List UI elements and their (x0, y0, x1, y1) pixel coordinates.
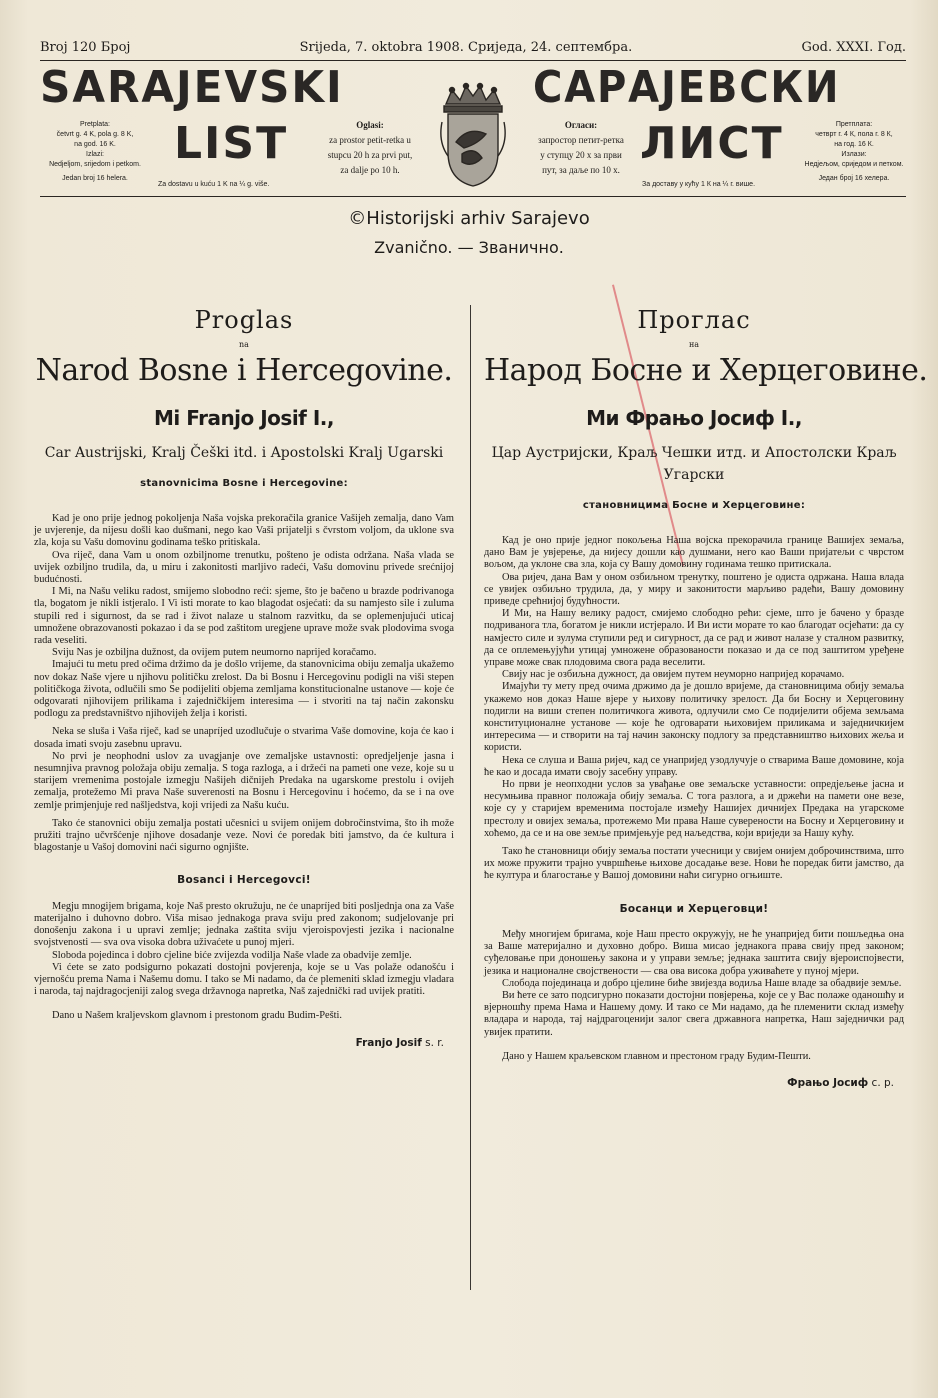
preposition-label: на (688, 340, 700, 349)
paragraph: Међу многијем бригама, које Наш престо окружују, не ће унапријед бити пошљедња она за Ваше материјално и духовно добро. Виша мисао једнакога права свију пред законом; суђеловање при доношењу закона и у управи земље; једнака заштита свију вјероиспојвести, језика и националне својствености — сва ова висока добра уживаћете у пуној мјери. (484, 928, 904, 977)
paragraph: I Mi, na Našu veliku radost, smijemo slobodno reći: sjeme, što je bačeno u brazde podrivanoga tla, bogatom je nikli istjeralo. I Vi isti morate to kao blagodat osjećati: da su namjesto sile i zuluma stupili red i sigurnost, da se rad i život nalaze u stalnom razvitku, da se oplemenjujući uticaj umnožene obrazovanosti pokazao i da se pod zaštitom uregjene uprave može svak plodovima svoga rada veseliti. (34, 586, 454, 647)
issue-line (40, 40, 906, 58)
emperor-name: Ми Фрањо Јосиф I., (586, 406, 802, 430)
section-heading: Босанци и Херцеговци! (619, 902, 769, 915)
preposition-label: na (239, 340, 249, 349)
paragraph: Neka se sluša i Vaša riječ, kad se unapríjed uzodlučuje o stvarima Vaše domovine, koja će kao i dosada imati svoju zasebnu upravu. (34, 726, 454, 750)
masthead-list-cyrillic: ЛИСТ (640, 118, 784, 169)
paragraph: Нека се слуша и Ваша ријеч, кад се унапријед узодлучује о стварима Ваше домовине, која ће као и досада имати своју засебну управу. (484, 754, 904, 778)
address-line: становницима Босне и Херцеговине: (582, 500, 806, 511)
paragraph: Имајући ту мету пред очима држимо да је дошло вријеме, да становницима обију земаља укажемо нов доказ Наше вјере у њихову политичку зрелост. Да би Босну и Херцеговину подигли на виши степен политичкога живота, одлучили смо Се подијелити објема земљама конституционалне установе — које ће одговарати њиховијем приликама и заједничкијем интересима — и створити на тај начин законску подлогу за представништво њихових жеља и користи. (484, 681, 904, 754)
header-rule-bottom (40, 196, 906, 197)
subscription-info-cyrillic: Претплата: четврт г. 4 К, пола г. 8 К, на год. 16 К. Излази: Недјељом, сриједом и петком. Један број 16 хелера. (804, 121, 904, 182)
paragraph: Но први је неопходни услов за увађање ове земаљске уставности: опредјељење јасна и несумњива правног положаја обију земаља. С тога разлога, а и држећи на памети оне везе, које су у старијем временима постојале између Нашијех дичнијех Предака на угарскоме престолу и овијех земаља, протежемо Ми права Наше суверености на Босну и Херцеговину и хоћемо, да се и на ове земље примјењује ред наљедства, који вриједи за Нашу кућу. (484, 779, 904, 839)
paragraph: Megju mnogijem brigama, koje Naš presto okružuju, ne će unapríjed biti posljednja ona za Vaše materijalno i duhovno dobro. Viša misao jednakoga prava sviju pred zakonom; sudjelovanje pri donošenju zakona i u upravi zemlje; jednaka zaštita sviju vjeroispovjesti jezika i nacionalne svojstvenosti — sva ova visoka dobra uživaćete u punoj mjeri. (34, 900, 454, 949)
paragraph: Vi ćete se zato podsigurno pokazati dostojni povjerenja, koje se u Vas polaže odanošću i vjernošću prema Nama i Našemu domu. I tako se Mi nadamo, da će plemeniti sklad izmegju vladara i naroda, taj najdragocjeniji zalog svega državnoga napretka, Naš zajednički rad uvijek pratiti. (34, 961, 454, 998)
paragraph: Imajući tu metu pred očima držimo da je došlo vrijeme, da stanovnicima obiju zemalja ukažemo nov dokaz Naše vjere u njihovu političku zrelost. Da bi Bosnu i Hercegovinu podigli na viši stepen političkoga života, odlučili smo Se podijeliti objema zemljama konstitucionalne ustanove — koje će odgovarati njihovijem prilikama i zajedničkijem interesima — i stvoriti na taj način zakonsku podlogu za predstavništvo njihovijeh želja i koristi. (34, 659, 454, 720)
header-rule-top (40, 60, 906, 61)
masthead-list-latin: LIST (174, 118, 289, 169)
paragraph: Кад је оно прије једног покољења Наша војска прекорачила границе Вашијех земаља, дано Вам је увјерење, да нијесу дошли као душмани, него као Ваши пријатељи с чврстом вољом, да уклоне сва зла, која су Вашу домовину годинама тешко притискала. (484, 535, 904, 571)
issue-number: Broj 120 Број (40, 40, 131, 55)
column-divider (470, 305, 471, 1290)
signature: Franjo Josif s. r. (355, 1036, 444, 1049)
delivery-note-cyrillic: За доставу у кућу 1 К на ¼ г. више. (642, 181, 756, 188)
paragraph: Sloboda pojedinca i dobro cjeline biće zvijezda vodilja Naše vlade za obadvije zemlje. (52, 949, 412, 961)
emperor-titles: Цар Аустријски, Краљ Чешки итд. и Апостолски Краљ Угарски (491, 445, 897, 483)
cyrillic-column (484, 300, 928, 1089)
proclamation-title: Проглас (637, 306, 751, 334)
subscription-info-latin: Pretplata: četvrt g. 4 K, pola g. 8 K, na god. 16 K. Izlazi: Nedjeljom, srijedom i petkom. Jedan broj 16 helera. (49, 121, 141, 182)
proclamation-title: Proglas (194, 306, 294, 334)
coat-of-arms-icon (438, 82, 508, 190)
signature: Фрањо Јосиф с. р. (787, 1076, 894, 1089)
paragraph: Ova riječ, dana Vam u onom ozbiljnome trenutku, pošteno je odista održana. Naša vlada se uvijek ozbiljno trudila, da, u miru i zakonitosti marljivo radeći, Vašu domovinu privede srećnijoj budućnosti. (34, 549, 454, 586)
ads-info-latin: Oglasi: za prostor petit-retka u stupcu 20 h za prvi put, za dalje po 10 h. (327, 120, 413, 175)
paragraph: Слобода појединаца и добро цјелине биће звијезда водиља Наше владе за обадвије земље. (502, 977, 902, 989)
paragraph: Ви ћете се зато подсигурно показати достојни повјерења, које се у Вас полаже оданошћу и вјерношћу према Нама и Нашему дому. И тако се Ми надамо, да ће племенити склад између владара и народа, тај најдрагоценији залог свега државнога напретка, Наш заједнички рад увијек пратити. (484, 989, 904, 1038)
issue-date: Srijeda, 7. oktobra 1908. Сриједа, 24. септембра. (299, 40, 633, 55)
people-heading: Народ Босне и Херцеговине. (484, 353, 928, 388)
paragraph: Kad je ono prije jednog pokoljenja Naša vojska prekoračila granice Vašijeh zemalja, dano Vam je uvjerenje, da nijesu došli kao dušmani, nego kao Vaši prijatelji s čvrstom voljom, da uklone sva zla, koja su Vašu domovinu godinama teško pritiskala. (34, 513, 454, 549)
paragraph: No prvi je neophodni uslov za uvagjanje ove zemaljske ustavnosti: opredjeljenje jasna i nesumnjiva pravnog položaja obiju zemalja. S toga razloga, a i držeći na pameti one veze, koje su u starijem vremenima postojale izmegju Našijeh dičnijeh Predaka na ugarskome prestolu i ovijeh zemalja, protežemo Mi prava Naše suverenosti na Bosnu i Hercegovinu i hoćemo, da se i na ove zemlje primjenjuje red našljedstva, koji vrijedi za Našu kuću. (34, 750, 454, 811)
address-line: stanovnicima Bosne i Hercegovine: (140, 478, 348, 489)
masthead-title-cyrillic: САРАЈЕВСКИ (533, 62, 841, 113)
paragraph: Ова ријеч, дана Вам у оном озбиљном тренутку, поштено је одиста одржана. Наша влада се увијек озбиљно трудила, да, у миру и законитости марљиво радећи, Вашу домовину приведе срећнијој будућности. (484, 571, 904, 608)
emperor-titles: Car Austrijski, Kralj Češki itd. i Apostolski Kralj Ugarski (44, 445, 444, 461)
proclamation-body (484, 535, 904, 1089)
masthead-title-latin: SARAJEVSKI (40, 62, 344, 113)
paragraph: Свију нас је озбиљна дужност, да овијем путем неуморно напријед корачамо. (502, 669, 845, 681)
delivery-note-latin: Za dostavu u kuću 1 K na ¼ g. više. (158, 181, 270, 188)
ads-info-cyrillic: Огласи: запростор петит-ретка у ступцу 20 х за први пут, за даље по 10 х. (538, 120, 624, 175)
people-heading: Narod Bosne i Hercegovine. (35, 353, 453, 388)
section-heading: Bosanci i Hercegovci! (177, 874, 311, 887)
official-label: Zvanično. — Званично. (374, 238, 564, 257)
issue-year: God. XXXI. Год. (801, 40, 906, 55)
emperor-name: Mi Franjo Josif I., (153, 406, 334, 430)
closing-line: Дано у Нашем краљевском главном и престоном граду Будим-Пешти. (502, 1050, 811, 1062)
paragraph: Tako će stanovnici obiju zemalja postati učesnici u svijem onijem dobročinstvima, što ih može pružiti trajno učvršćenje njihove dosadanje veze. Novi će poredak biti jamstvo, da će kultura i blagostanje u Vašoj domovini naći sigurno ognjište. (34, 817, 454, 854)
paragraph: Тако ће становници обију земаља постати учесници у свијем онијем доброчинствима, што их може пружити трајно учвршћење њихове досадање везе. Нови ће поредак бити јамство, да ће култура и благостање у Вашој домовини наћи сигурно огњиште. (484, 846, 904, 882)
paragraph: И Ми, на Нашу велику радост, смијемо слободно рећи: сјеме, што је бачено у бразде подриванога тла, богатом је никли истјерало. И Ви исти морате то као благодат осјећати: да су намјесто силе и зулума ступили ред и сигурност, да се рад и живот налазе у сталном развитку, да се оплемењујући утицај умножене образованости показао и да се под заштитом уређене управе може свак плодовима свога рада веселити. (484, 608, 904, 669)
closing-line: Dano u Našem kraljevskom glavnom i prestonom gradu Budim-Pešti. (52, 1010, 343, 1022)
proclamation-body (34, 513, 454, 1049)
latin-column (34, 300, 454, 1049)
paragraph: Sviju Nas je ozbiljna dužnost, da ovijem putem neumorno naprijed koračamo. (52, 647, 377, 659)
archive-watermark: ©Historijski arhiv Sarajevo (348, 208, 590, 229)
